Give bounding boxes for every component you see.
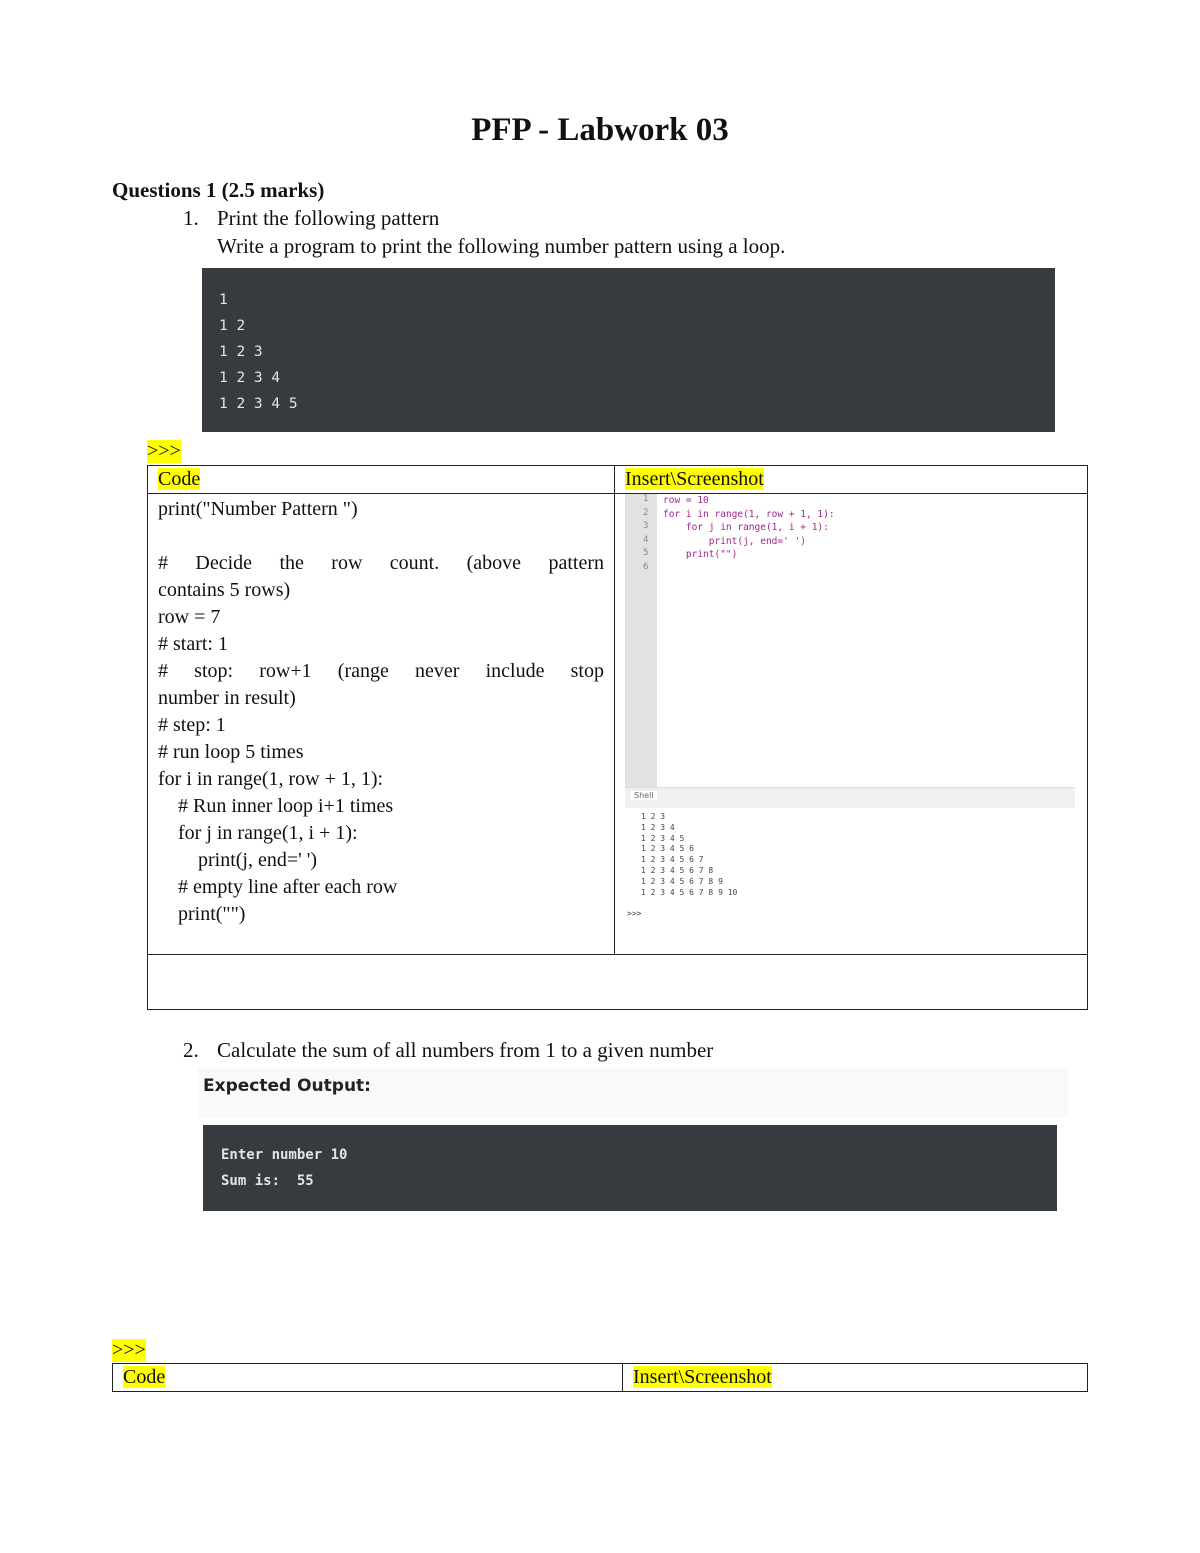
line: 1 2 3 4 (219, 370, 281, 386)
code-header-cell-2 (113, 1364, 623, 1392)
screenshot-cell (615, 494, 1088, 955)
code-line: # stop: row+1 (range never include stop (158, 660, 604, 682)
answer-2-table (112, 1363, 1088, 1392)
line: 1 2 3 (219, 344, 263, 360)
screenshot-header-cell (615, 466, 1088, 494)
shell-tab-bar (625, 787, 1075, 808)
answer-2-prompt: >>> (112, 1339, 146, 1361)
line-number: 3 (643, 521, 649, 531)
code-line: # empty line after each row (158, 876, 398, 898)
line-number: 5 (643, 548, 649, 558)
code-line: contains 5 rows) (158, 579, 291, 601)
code-header-cell (148, 466, 615, 494)
editor-line: for i in range(1, row + 1, 1): (663, 508, 835, 520)
shell-line: 1 2 3 4 5 6 (641, 844, 694, 854)
line: Enter number 10 (221, 1147, 348, 1163)
shell-line: 1 2 3 4 5 6 7 8 9 (641, 876, 723, 886)
line: Sum is: 55 (221, 1173, 314, 1189)
line: 1 2 3 4 5 (219, 396, 298, 412)
item-1-title (183, 206, 439, 231)
shell-output (641, 812, 737, 898)
shell-line: 1 2 3 (641, 812, 666, 821)
code-line: print("Number Pattern ") (158, 498, 358, 520)
line: 1 2 (219, 318, 246, 334)
answer-1-prompt: >>> (147, 440, 181, 462)
code-cell[interactable] (148, 494, 615, 955)
item-2-number: 2. (183, 1038, 199, 1062)
code-line: for j in range(1, i + 1): (158, 822, 358, 844)
line-number: 4 (643, 534, 649, 545)
editor-line: print("") (663, 549, 738, 560)
editor-code (663, 494, 835, 575)
shell-line: 1 2 3 4 (641, 822, 675, 832)
sum-output-lines (221, 1142, 1057, 1194)
editor-line: print(j, end=' ') (663, 535, 806, 547)
screenshot-header: Insert\Screenshot (625, 468, 764, 490)
code-line: # Run inner loop i+1 times (158, 795, 394, 817)
empty-row-cell[interactable] (148, 955, 1088, 1010)
line-number: 2 (643, 507, 649, 518)
item-2-title (183, 1038, 713, 1063)
page-title: PFP - Labwork 03 (471, 112, 729, 148)
expected-output-panel (198, 1068, 1068, 1118)
shell-line: 1 2 3 4 5 6 7 8 9 10 (641, 887, 738, 897)
shell-line: 1 2 3 4 5 (641, 833, 685, 843)
item-1-description: Write a program to print the following number pattern using a loop. (217, 234, 786, 258)
pattern-output-box (202, 268, 1055, 432)
code-line: # step: 1 (158, 714, 226, 736)
screenshot-header-2: Insert\Screenshot (633, 1366, 772, 1388)
item-1-number: 1. (183, 206, 199, 230)
editor-line: for j in range(1, i + 1): (663, 522, 829, 533)
question-heading: Questions 1 (2.5 marks) (112, 178, 325, 202)
shell-tab: Shell (631, 791, 657, 800)
pattern-lines (219, 287, 1055, 417)
sum-output-box (203, 1125, 1057, 1211)
shell-prompt: >>> (627, 909, 642, 918)
line-number: 6 (643, 561, 649, 572)
code-line: print(j, end=' ') (158, 849, 318, 871)
code-line: row = 7 (158, 606, 221, 628)
expected-output-label: Expected Output: (203, 1076, 371, 1096)
line: 1 (219, 292, 228, 308)
ide-screenshot (625, 494, 1075, 918)
shell-line: 1 2 3 4 5 6 7 8 (641, 865, 714, 875)
item-1-title-text: Print the following pattern (217, 206, 440, 230)
code-line: # start: 1 (158, 633, 228, 655)
code-line: for i in range(1, row + 1, 1): (158, 768, 384, 790)
line-number: 1 (643, 494, 649, 504)
editor-line: row = 10 (663, 495, 709, 506)
code-header: Code (158, 468, 201, 490)
screenshot-header-cell-2 (623, 1364, 1088, 1392)
code-line (158, 523, 604, 550)
code-line: number in result) (158, 687, 296, 709)
shell-line: 1 2 3 4 5 6 7 (641, 855, 704, 865)
item-2-title-text: Calculate the sum of all numbers from 1 to a given number (217, 1038, 714, 1062)
answer-1-table (147, 465, 1088, 1010)
code-block[interactable] (148, 494, 614, 928)
editor-line (663, 562, 835, 576)
code-header-2: Code (123, 1366, 166, 1388)
code-line: print("") (158, 903, 246, 925)
code-line: # Decide the row count. (above pattern (158, 552, 604, 574)
code-line: # run loop 5 times (158, 741, 304, 763)
editor-gutter (625, 494, 657, 787)
